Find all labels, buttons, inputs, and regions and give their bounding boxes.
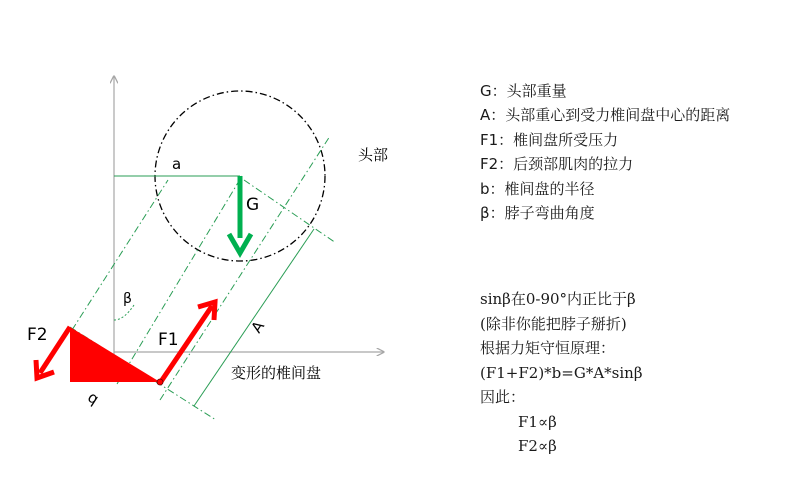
- label-deformed-disc: 变形的椎间盘: [231, 364, 322, 382]
- legend-item-F1: F1：椎间盘所受压力: [480, 130, 619, 149]
- explanation-line-2: (除非你能把脖子掰折): [480, 314, 627, 333]
- legend-item-G: G：头部重量: [480, 82, 567, 100]
- beta-arc: [114, 305, 134, 320]
- legend-item-b: b：椎间盘的半径: [480, 179, 595, 198]
- explanation-line-3: 根据力矩守恒原理：: [480, 339, 616, 357]
- label-G: G: [246, 195, 260, 215]
- disc-center-point: [157, 379, 163, 385]
- explanation: [480, 287, 643, 459]
- label-F1: F1: [158, 330, 179, 350]
- result-f1: F1∝β: [518, 412, 557, 431]
- explanation-line-1: sinβ在0-90°内正比于β: [480, 290, 636, 308]
- legend-item-A: A：头部重心到受力椎间盘中心的距离: [480, 106, 731, 125]
- legend: [480, 79, 730, 225]
- explanation-line-5: 因此：: [480, 388, 526, 406]
- deformed-disc: [70, 327, 160, 382]
- label-head: 头部: [358, 146, 389, 164]
- label-beta: β: [123, 291, 132, 307]
- legend-item-F2: F2：后颈部肌肉的拉力: [480, 155, 634, 174]
- label-a: a: [172, 155, 182, 173]
- legend-item-beta: β：脖子弯曲角度: [480, 204, 595, 223]
- label-F2: F2: [27, 325, 48, 345]
- result-f2: F2∝β: [518, 437, 557, 455]
- label-A: A: [247, 317, 269, 337]
- explanation-formula: (F1+F2)*b=G*A*sinβ: [480, 363, 643, 382]
- label-b: b: [83, 389, 102, 410]
- perpendicular-lines: [70, 180, 336, 420]
